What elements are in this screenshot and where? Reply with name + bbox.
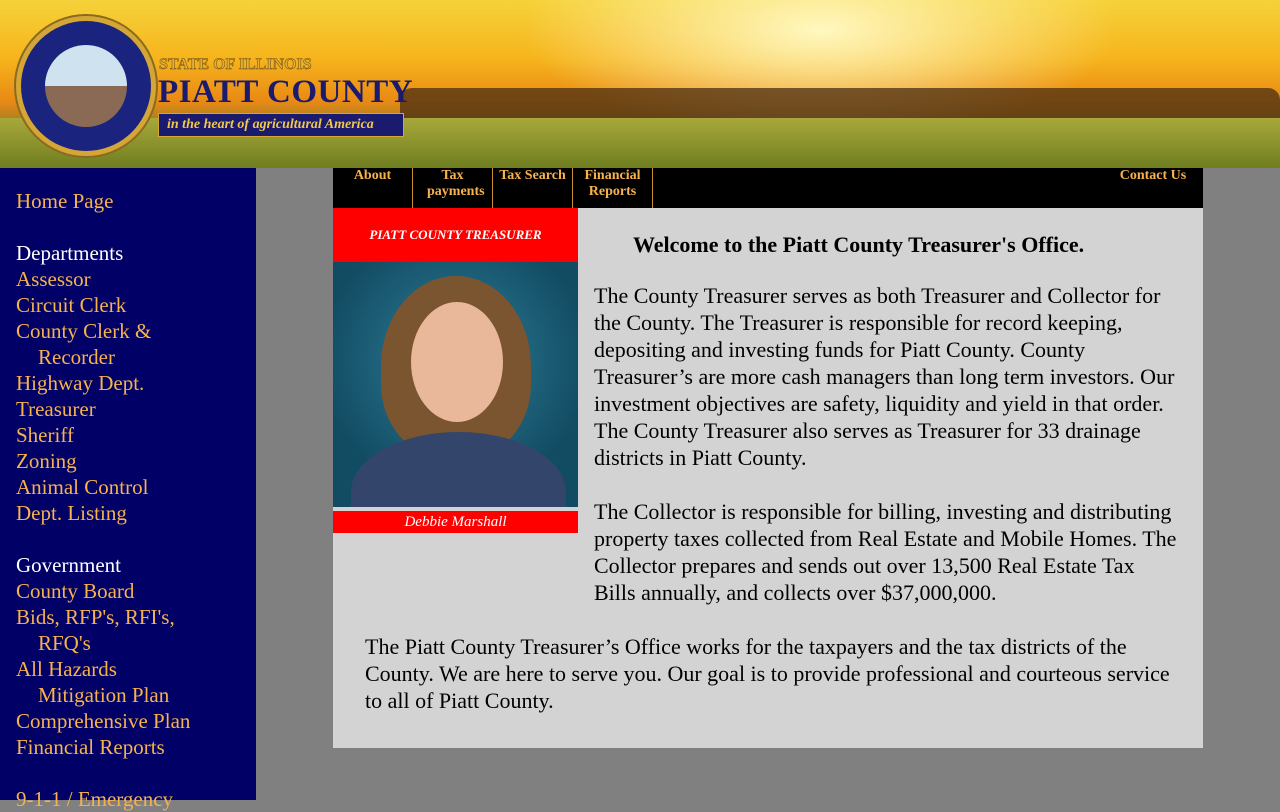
sidebar-county-board[interactable]: County Board [16, 579, 135, 603]
sidebar-dept-listing[interactable]: Dept. Listing [16, 501, 127, 525]
sidebar-all-hazards[interactable]: All Hazards [16, 657, 117, 681]
sidebar-animal-control[interactable]: Animal Control [16, 475, 149, 499]
sidebar-sheriff[interactable]: Sheriff [16, 423, 74, 447]
sidebar-emergency[interactable]: 9-1-1 / Emergency [16, 787, 174, 811]
nav-contact-us[interactable]: Contact Us [1119, 168, 1187, 183]
sidebar-county-clerk[interactable]: County Clerk & [16, 319, 152, 343]
sidebar-bids-cont[interactable]: RFQ's [38, 631, 91, 655]
profile-header: PIATT COUNTY TREASURER [333, 208, 578, 262]
sidebar-home[interactable]: Home Page [16, 189, 114, 213]
county-seal-logo[interactable] [16, 16, 156, 156]
county-name: PIATT COUNTY [158, 74, 414, 110]
sidebar-county-clerk-cont[interactable]: Recorder [38, 345, 115, 369]
paragraph-service: The Piatt County Treasurer’s Office works for the taxpayers and the tax districts of the County. We are here to serve you. Our goal is to provide professional and courteous service to all of Piatt County. [365, 634, 1170, 713]
sidebar-bids[interactable]: Bids, RFP's, RFI's, [16, 605, 175, 629]
sidebar-highway[interactable]: Highway Dept. [16, 371, 145, 395]
sidebar-comprehensive-plan[interactable]: Comprehensive Plan [16, 709, 191, 733]
government-heading: Government [16, 553, 121, 577]
sidebar-assessor[interactable]: Assessor [16, 267, 91, 291]
sidebar-all-hazards-cont[interactable]: Mitigation Plan [38, 683, 170, 707]
state-label: STATE OF ILLINOIS [159, 56, 312, 73]
tagline: in the heart of agricultural America [158, 113, 404, 137]
content-panel [333, 168, 1203, 748]
page-title: Welcome to the Piatt County Treasurer's Office. [633, 232, 1085, 257]
sidebar-circuit-clerk[interactable]: Circuit Clerk [16, 293, 127, 317]
sidebar-treasurer[interactable]: Treasurer [16, 397, 96, 421]
treasurer-name: Debbie Marshall [333, 511, 578, 533]
nav-about[interactable]: About [333, 168, 413, 208]
nav-tax-payments[interactable]: Tax payments [413, 168, 493, 208]
nav-tax-search[interactable]: Tax Search [493, 168, 573, 208]
paragraph-treasurer: The County Treasurer serves as both Treasurer and Collector for the County. The Treasurer is responsible for record keeping, depositing and investing funds for Piatt County. County Treasurer’s are more cash managers than long term investors. Our investment objectives are safety, liquidity and yield in that order. The County Treasurer also serves as Treasurer for 33 drainage districts in Piatt County. [594, 283, 1175, 470]
header-banner [0, 0, 1280, 168]
treeline [400, 88, 1280, 122]
paragraph-collector: The Collector is responsible for billing, investing and distributing property taxes collected from Real Estate and Mobile Homes. The Collector prepares and sends out over 13,500 Real Estate Tax Bills annually, and collects over $37,000,000. [594, 499, 1177, 605]
sidebar [0, 168, 256, 811]
top-nav [333, 168, 1203, 208]
main-text [365, 282, 1180, 741]
nav-financial-reports[interactable]: Financial Reports [573, 168, 653, 208]
sidebar-financial-reports[interactable]: Financial Reports [16, 735, 165, 759]
seal-photo [45, 45, 127, 127]
sidebar-zoning[interactable]: Zoning [16, 449, 77, 473]
departments-heading: Departments [16, 241, 124, 265]
